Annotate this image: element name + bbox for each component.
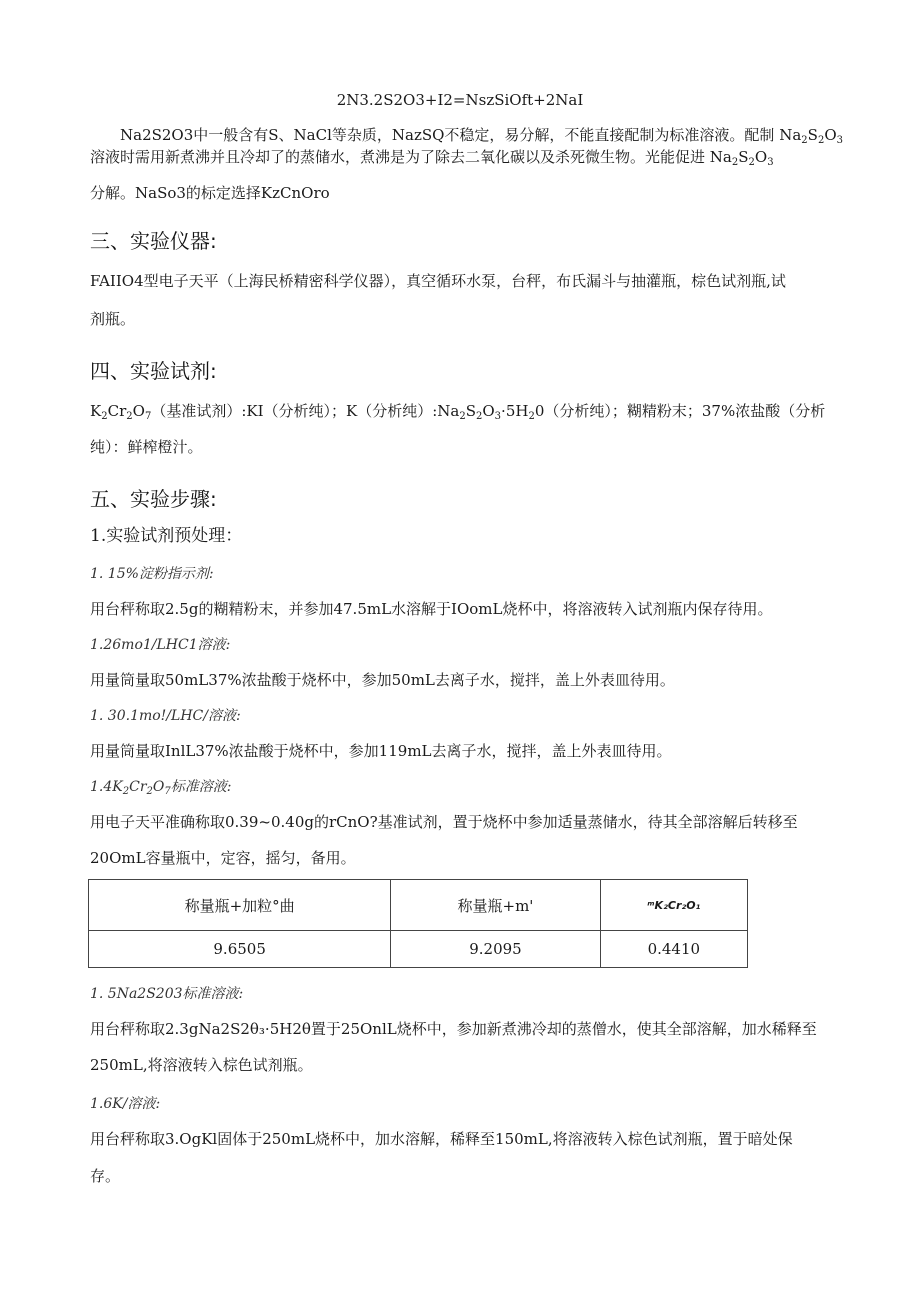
table-header-row xyxy=(89,880,748,931)
section-heading-reagents: 四、实验试剂: xyxy=(90,359,217,383)
table-cell: 9.2095 xyxy=(391,931,600,968)
paragraph-line: 用电子天平准确称取0.39~0.40g的rCnO?基准试剂，置于烧杯中参加适量蒸储水，待其全部溶解后转移至 xyxy=(90,813,798,831)
paragraph-line: Na2S2O3中一般含有S、NaCl等杂质，NazSQ不稳定，易分解，不能直接配制为标准溶液。配制 $Na_2S_2O_3$ xyxy=(120,126,843,146)
paragraph-line: FAIIO4型电子天平（上海民桥精密科学仪器），真空循环水泵，台秤，布氏漏斗与抽灌瓶，棕色试剂瓶,试 xyxy=(90,272,786,290)
table-row xyxy=(89,931,748,968)
paragraph-line: 用台秤称取2.5g的糊精粉末，并参加47.5mL水溶解于IOomL烧杯中，将溶液转入试剂瓶内保存待用。 xyxy=(90,600,773,618)
paragraph-line: 分解。NaSo3的标定选择KzCnOro xyxy=(90,184,330,202)
paragraph-line: 溶液时需用新煮沸并且冷却了的蒸储水，煮沸是为了除去二氧化碳以及杀死微生物。光能促进 $Na_2S_2O_3$ xyxy=(90,148,774,168)
table-cell: 9.6505 xyxy=(89,931,391,968)
item-heading: 1. 5Na2S203标准溶液: xyxy=(90,986,244,1002)
table-header-cell: ᵐK₂Cr₂O₁ xyxy=(600,880,747,931)
section-heading-instruments: 三、实验仪器: xyxy=(90,229,217,253)
weighing-table xyxy=(88,879,748,968)
paragraph-line: 用量筒量取50mL37%浓盐酸于烧杯中，参加50mL去离子水，搅拌，盖上外表皿待用。 xyxy=(90,671,675,689)
paragraph-line: $K_2Cr_2O_7$（基准试剂）:KI（分析纯）；K（分析纯）$:Na_2S_2O_3\cdot 5H_20$（分析纯）；糊精粉末；37%浓盐酸（分析 xyxy=(90,402,826,422)
item-heading: $1.4K_2Cr_2O_7$标准溶液: xyxy=(90,779,232,797)
paragraph-line: 用台秤称取2.3gNa2S2θ₃·5H2θ置于25OnlL烧杯中，参加新煮沸冷却的蒸僧水，使其全部溶解，加水稀释至 xyxy=(90,1020,817,1038)
table-header-cell: 称量瓶+加粒°曲 xyxy=(89,880,391,931)
paragraph-line: 250mL,将溶液转入棕色试剂瓶。 xyxy=(90,1056,313,1074)
paragraph-line: 用量筒量取InlL37%浓盐酸于烧杯中，参加119mL去离子水，搅拌，盖上外表皿待用。 xyxy=(90,742,672,760)
paragraph-line: 20OmL容量瓶中，定容，摇匀，备用。 xyxy=(90,849,356,867)
section-heading-steps: 五、实验步骤: xyxy=(90,487,217,511)
item-heading: 1.6K/溶液: xyxy=(90,1096,161,1112)
paragraph-line: 存。 xyxy=(90,1167,121,1185)
item-heading: 1.26mo1/LHC1溶液: xyxy=(90,637,231,653)
paragraph-line: 纯）：鲜榨橙汁。 xyxy=(90,438,203,456)
table-cell: 0.4410 xyxy=(600,931,747,968)
item-heading: 1. 30.1mo!/LHC/溶液: xyxy=(90,708,241,724)
subheading: 1.实验试剂预处理： xyxy=(90,526,243,546)
reaction-equation: 2N3.2S2O3+I2=NszSiOft+2NaI xyxy=(336,91,584,109)
paragraph-line: 用台秤称取3.OgKl固体于250mL烧杯中，加水溶解，稀释至150mL,将溶液转入棕色试剂瓶，置于暗处保 xyxy=(90,1130,793,1148)
item-heading: 1. 15%淀粉指示剂: xyxy=(90,566,214,582)
paragraph-line: 剂瓶。 xyxy=(90,310,136,328)
table-header-cell: 称量瓶+m' xyxy=(391,880,600,931)
